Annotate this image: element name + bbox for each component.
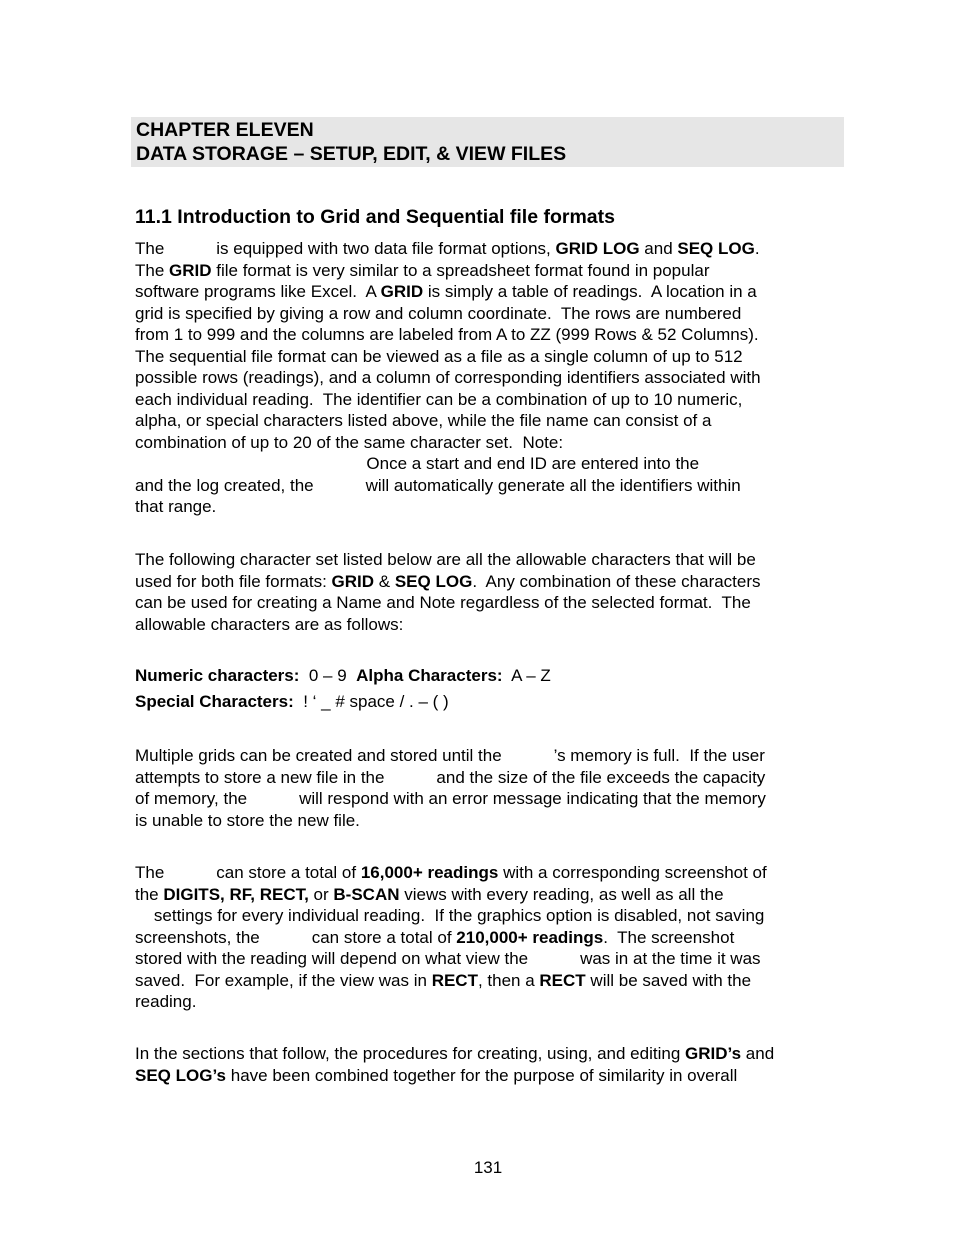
text-line [135,1043,847,1065]
text-run: combination of up to 20 of the same character set. Note: [135,432,564,452]
bold-text-run: SEQ LOG’s [135,1065,227,1085]
intro-paragraph [135,238,847,518]
bold-text-run: DIGITS, RF, RECT, [163,884,309,904]
text-line [135,303,847,325]
text-line [135,346,847,368]
text-run: or [308,884,334,904]
character-set-paragraph [135,549,847,635]
chapter-number: CHAPTER ELEVEN [136,119,314,141]
text-line [135,991,847,1013]
text-line [135,862,847,884]
charset-line-2 [135,691,449,713]
special-characters-value: ! ‘ _ # space / . – ( ) [293,692,449,711]
text-run: have been combined together for the purpose of similarity in overall [226,1065,738,1085]
text-line [135,367,847,389]
text-run: . The screenshot [603,927,735,947]
bold-text-run: GRID [380,282,424,301]
text-line [135,948,847,970]
text-line [135,549,847,571]
text-line [135,745,847,767]
text-run: settings for every individual reading. If the graphics option is disabled, not saving [135,906,765,925]
text-line [135,389,847,411]
bold-text-run: GRID’s [685,1044,742,1063]
text-line [135,571,847,593]
text-run: alpha, or special characters listed above, while the file name can consist of a [135,411,712,430]
text-run: In the sections that follow, the procedures for creating, using, and editing [135,1044,686,1063]
text-line [135,281,847,303]
capacity-paragraph [135,862,847,1013]
text-run: , then a [477,970,540,990]
text-run: . Any combination of these characters [472,571,761,591]
text-run: and [639,239,678,258]
text-run: The can store a total of [135,863,361,882]
text-line [135,927,847,949]
text-run: from 1 to 999 and the columns are labeled from A to ZZ (999 Rows & 52 Columns). [135,325,759,344]
text-line [135,410,847,432]
numeric-characters-value: 0 – 9 [299,666,357,685]
text-line [135,260,847,282]
bold-text-run: RECT [431,970,478,990]
text-line [135,1065,847,1087]
text-run: possible rows (readings), and a column of corresponding identifiers associated with [135,368,761,387]
text-run: screenshots, the can store a total of [135,927,457,947]
text-run: used for both file formats: [135,571,332,591]
alpha-characters-label: Alpha Characters: [356,666,503,685]
text-run: reading. [135,992,197,1011]
text-line [135,614,847,636]
bold-text-run: B-SCAN [333,884,400,904]
text-line [135,884,847,906]
text-line [135,788,847,810]
text-run: and the log created, the will automatically generate all the identifiers within [135,475,741,495]
text-run: and [741,1044,775,1063]
text-run: The [135,260,170,280]
text-run: allowable characters are as follows: [135,614,404,634]
text-run: attempts to store a new file in the and the size of the file exceeds the capacity [135,767,766,787]
text-run: file format is very similar to a spreadsheet format found in popular [211,260,710,280]
text-line [135,324,847,346]
bold-text-run: GRID LOG [555,239,640,258]
text-line [135,970,847,992]
bold-text-run: 210,000+ readings [456,927,604,947]
text-line [135,475,847,497]
text-run: grid is specified by giving a row and column coordinate. The rows are numbered [135,303,742,323]
text-run: the [135,884,164,904]
bold-text-run: GRID [169,260,212,280]
text-run: is simply a table of readings. A location in a [423,282,757,301]
text-line [135,453,847,475]
text-run: with a corresponding screenshot of [498,863,767,882]
text-run: . [754,239,760,258]
alpha-characters-value: A – Z [502,666,551,685]
text-run: The is equipped with two data file format options, [135,239,556,258]
sections-paragraph [135,1043,847,1086]
bold-text-run: RECT [539,970,586,990]
text-run: is unable to store the new file. [135,810,360,830]
bold-text-run: 16,000+ readings [360,863,499,882]
text-run: stored with the reading will depend on what view the was in at the time it was [135,949,761,968]
text-run: The sequential file format can be viewed as a file as a single column of up to 512 [135,346,743,366]
chapter-title: DATA STORAGE – SETUP, EDIT, & VIEW FILES [136,143,567,165]
text-line [135,810,847,832]
text-line [135,432,847,454]
text-run: software programs like Excel. A [135,282,381,301]
text-run: each individual reading. The identifier can be a combination of up to 10 numeric, [135,389,743,409]
text-line [135,592,847,614]
text-line [135,767,847,789]
bold-text-run: SEQ LOG [394,571,473,591]
section-title: 11.1 Introduction to Grid and Sequential file formats [135,206,615,228]
text-line [135,905,847,927]
text-run: saved. For example, if the view was in [135,970,432,990]
text-run: Once a start and end ID are entered into the [135,454,700,473]
bold-text-run: GRID [331,571,375,591]
text-line [135,496,847,518]
special-characters-label: Special Characters: [135,692,294,711]
text-run: of memory, the will respond with an error message indicating that the memory [135,789,766,808]
text-run: & [374,571,395,591]
chapter-heading-box [131,117,844,167]
page-number: 131 [473,1158,503,1177]
text-run: will be saved with the [585,970,752,990]
text-run: Multiple grids can be created and stored until the ’s memory is full. If the user [135,746,765,765]
numeric-characters-label: Numeric characters: [135,666,300,685]
bold-text-run: SEQ LOG [677,239,755,258]
text-line [135,238,847,260]
text-run: The following character set listed below are all the allowable characters that will be [135,550,756,569]
text-run: views with every reading, as well as all the [399,884,724,904]
text-run: can be used for creating a Name and Note regardless of the selected format. The [135,593,751,612]
text-run: that range. [135,497,217,516]
charset-line-1 [135,665,551,687]
memory-paragraph [135,745,847,831]
